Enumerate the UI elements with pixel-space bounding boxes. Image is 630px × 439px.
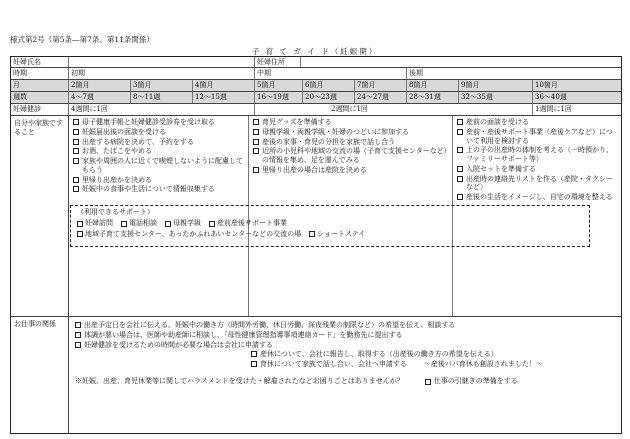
checklist-item[interactable]: 育休について家族で話し合い、会社へ申請する ～産後パパ育休も創設されました！～ [251,360,615,369]
checkbox[interactable] [165,221,171,227]
support-item[interactable]: 電話相談 [121,219,157,228]
period-mid: 中期 [255,68,407,79]
work-list [73,321,617,387]
support-item[interactable]: 産前産後サポート事業 [209,219,287,228]
form-number-label: 様式第2号（第5条―第7条、第11条関係） [10,35,154,44]
period-row [11,68,621,80]
checkbox[interactable] [73,119,79,125]
month-cell: 9箇月 [459,80,533,91]
work-section [11,317,621,433]
month-cell: 2箇月 [69,80,131,91]
family-section-label: 自分や家族ですること [11,116,69,316]
checkbox[interactable] [457,129,463,135]
support-item[interactable]: 妊婦訪問 [77,219,113,228]
family-early-list [71,118,247,195]
family-mid-list [251,118,451,176]
weeks-cell: 24～27週 [355,92,407,103]
checklist-item[interactable]: 産後の家事・育児の分担を家族で話し合う [253,138,449,147]
checkbox[interactable] [457,176,463,182]
name-field[interactable] [69,57,255,67]
harassment-note: ※妊娠、出産、育児休業等に関してハラスメントを受けた・解雇されたなどお困りごとはありませんか？ [75,376,404,385]
checkup-label: 妊婦健診 [11,104,69,115]
checklist-item[interactable]: 里帰り出産かを決める [73,176,245,185]
checkbox[interactable] [253,148,259,154]
month-cell: 5箇月 [255,80,303,91]
weeks-cell: 16～19週 [255,92,303,103]
weeks-cell: 4～7週 [69,92,131,103]
checklist-item[interactable]: 上の子の出産時の体制を考える（一時預かり、ファミリーサポート等） [457,146,617,164]
support-item[interactable]: ショートステイ [309,230,365,239]
checklist-item[interactable]: 妊娠中の食事や生活について情報収集する [73,185,245,194]
checkbox[interactable] [75,322,81,328]
weeks-cell: 32～35週 [459,92,533,103]
checklist-item[interactable]: 近所の小児科や地域の交流の場（子育て支援センターなど）の情報を集め、足を運んでみる [253,147,449,165]
weeks-row [11,92,621,104]
month-cell: 3箇月 [131,80,193,91]
period-early: 初期 [69,68,255,79]
checklist-item[interactable]: 産前の面談を受ける [457,118,617,127]
period-late: 後期 [409,69,423,77]
support-row-1 [77,219,583,228]
month-row [11,80,621,92]
month-label: 月 [11,80,69,91]
checklist-item[interactable]: 母子健康手帳と妊婦健診受診券を受け取る [73,118,245,127]
family-late-list [455,118,619,203]
checkbox[interactable] [73,186,79,192]
checkbox[interactable] [251,351,257,357]
checkbox[interactable] [457,119,463,125]
checklist-item[interactable]: お酒、たばこをやめる [73,147,245,156]
checklist-item[interactable]: 出産予定日を会社に伝える。妊娠中の働き方（時間外労働、休日労働、深夜残業の制限など）の希望を伝え、相談する [75,321,615,330]
checkbox[interactable] [457,147,463,153]
checkbox[interactable] [73,148,79,154]
checkbox[interactable] [75,332,81,338]
checklist-item[interactable]: 産後の生活をイメージし、自宅の環境を整える [457,193,617,202]
name-label: 妊婦氏名 [11,57,69,67]
weeks-cell: 12～15週 [193,92,255,103]
checkbox[interactable] [457,194,463,200]
weeks-cell: 28～31週 [407,92,459,103]
name-address-row [11,57,621,68]
checkbox[interactable] [253,119,259,125]
checkbox[interactable] [73,177,79,183]
checklist-item[interactable]: 育児グッズを準備する [253,118,449,127]
work-section-label: お仕事の関係 [11,317,69,433]
checkbox[interactable] [425,379,431,385]
weeks-cell: 20～23週 [303,92,355,103]
address-label: 妊婦住所 [255,57,301,67]
checkbox[interactable] [75,342,81,348]
checkbox[interactable] [253,167,259,173]
checklist-item[interactable]: 妊婦健診を受けるための時間が必要な場合は会社に申請する [75,341,615,350]
support-title: （利用できるサポート） [77,208,154,216]
address-field[interactable] [301,57,621,67]
handover-item: 仕事の引継ぎの準備をする [433,376,518,385]
weeks-cell: 8～11週 [131,92,193,103]
checklist-item[interactable]: 産前・産後サポート事業（産後ケアなど）について利用を検討する [457,128,617,146]
period-label: 時期 [11,68,69,79]
checklist-item[interactable]: 家族や周囲の人に近くで喫煙しないように配慮してもらう [73,157,245,175]
paternity-leave-note: ～産後パパ育休も創設されました！～ [423,360,543,368]
checkup-row [11,104,621,116]
weeks-label: 週数 [11,92,69,103]
checkbox[interactable] [457,166,463,172]
checklist-item[interactable]: 出産時の連絡先リストを作る（産院・タクシーなど） [457,175,617,193]
month-cell: 6箇月 [303,80,355,91]
checkbox[interactable] [73,139,79,145]
footer-line [75,377,615,386]
month-cell: 4箇月 [193,80,255,91]
support-item[interactable]: 母親学級 [165,219,201,228]
checkbox[interactable] [77,221,83,227]
checklist-item[interactable]: 出産する病院を決めて、予約をする [73,138,245,147]
support-box [70,205,590,247]
checkbox[interactable] [251,361,257,367]
support-item[interactable]: 地域子育て支援センター、あったかふれあいセンターなどの交流の場 [77,230,301,239]
checkup-late: 1週間に1回 [535,105,572,113]
checklist-item[interactable]: 妊娠届出後の面談を受ける [73,128,245,137]
checkbox[interactable] [253,129,259,135]
checkbox[interactable] [73,158,79,164]
weeks-cell: 36～40週 [535,93,567,101]
month-cell: 7箇月 [355,80,407,91]
checkbox[interactable] [309,231,315,237]
support-row-2 [77,230,583,239]
checklist-item[interactable]: 産休について、会社に報告し、取得する（出産後の働き方の希望を伝える） [251,350,615,359]
checkbox[interactable] [77,231,83,237]
page-title: 子 育 て ガ イ ド（妊娠期） [251,47,379,56]
checkup-early: 4週間に1回 [69,104,255,115]
checklist-item[interactable]: 里帰り出産の場合は産院を決める [253,166,449,175]
checklist-item[interactable]: 体調が悪い場合は、医師や助産師に相談し、「母性健康管理指導事項連絡カード」を勤務先に提出する [75,331,615,340]
month-cell: 10箇月 [535,81,558,89]
checkbox[interactable] [73,129,79,135]
month-cell: 8箇月 [407,80,459,91]
checkbox[interactable] [209,221,215,227]
checkbox[interactable] [121,221,127,227]
checkbox[interactable] [253,139,259,145]
checklist-item[interactable]: 母親学級・両親学級・妊婦のつどいに参加する [253,128,449,137]
checkup-mid: 2週間に1回 [255,104,533,115]
checklist-item[interactable]: 入院セットを準備する [457,165,617,174]
